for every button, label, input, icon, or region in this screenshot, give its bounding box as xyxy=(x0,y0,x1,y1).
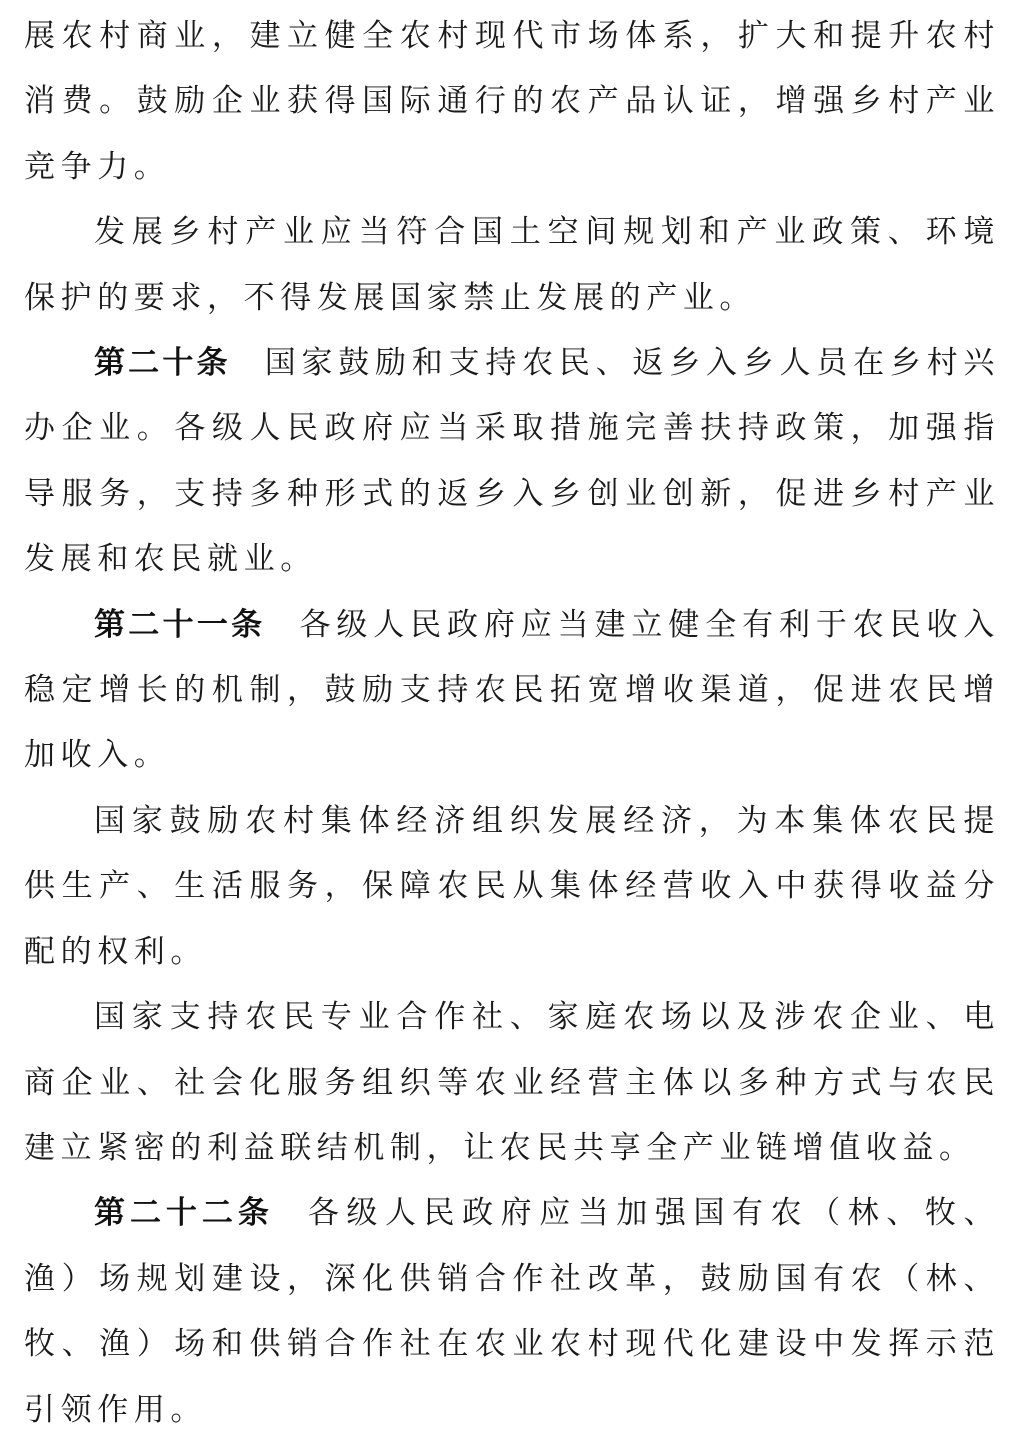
paragraph-text: 国家鼓励农村集体经济组织发展经济，为本集体农民提供生产、生活服务，保障农民从集体经营收入中获得收益分配的权利。 xyxy=(24,802,1000,970)
paragraph-text: 展农村商业，建立健全农村现代市场体系，扩大和提升农村消费。鼓励企业获得国际通行的农产品认证，增强乡村产业竞争力。 xyxy=(24,18,1000,185)
article-20-paragraph xyxy=(24,331,1000,593)
paragraph xyxy=(24,985,1000,1181)
paragraph-text: 国家支持农民专业合作社、家庭农场以及涉农企业、电商企业、社会化服务组织等农业经营主体以多种方式与农民建立紧密的利益联结机制，让农民共享全产业链增值收益。 xyxy=(24,999,1000,1166)
paragraph-text: 各级人民政府应当加强国有农（林、牧、渔）场规划建设，深化供销合作社改革，鼓励国有农（林、牧、渔）场和供销合作社在农业农村现代化建设中发挥示范引领作用。 xyxy=(24,1195,1000,1428)
article-number: 第二十一条 xyxy=(94,606,266,643)
article-21-paragraph xyxy=(24,593,1000,789)
article-22-paragraph xyxy=(24,1181,1000,1443)
paragraph-text: 发展乡村产业应当符合国土空间规划和产业政策、环境保护的要求，不得发展国家禁止发展的产业。 xyxy=(24,214,1000,316)
paragraph xyxy=(24,789,1000,985)
paragraph xyxy=(24,200,1000,331)
paragraph-text: 各级人民政府应当建立健全有利于农民收入稳定增长的机制，鼓励支持农民拓宽增收渠道，促进农民增加收入。 xyxy=(24,606,1000,774)
article-number: 第二十二条 xyxy=(94,1195,274,1232)
article-number: 第二十条 xyxy=(94,345,231,382)
paragraph-continuation xyxy=(24,4,1000,200)
paragraph-text: 国家鼓励和支持农民、返乡入乡人员在乡村兴办企业。各级人民政府应当采取措施完善扶持政策，加强指导服务，支持多种形式的返乡入乡创业创新，促进乡村产业发展和农民就业。 xyxy=(24,345,1001,578)
